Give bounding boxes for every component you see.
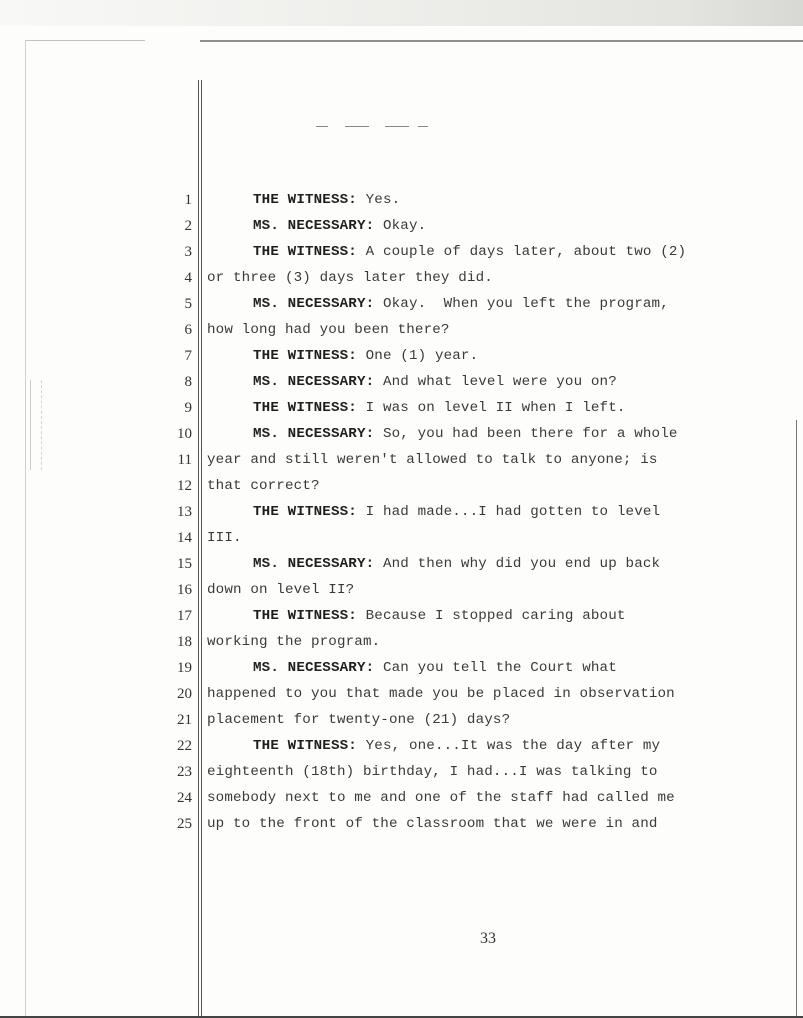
line-number: 22 — [177, 738, 192, 754]
transcript-line — [0, 759, 803, 785]
spoken-text: happened to you that made you be placed in observation — [207, 686, 675, 702]
spoken-text: working the program. — [207, 634, 381, 650]
header-rule-left — [25, 40, 145, 41]
line-text — [207, 291, 779, 317]
speaker-label: MS. NECESSARY: — [253, 660, 375, 676]
transcript-line — [0, 265, 803, 291]
transcript-line — [0, 473, 803, 499]
line-text — [207, 525, 779, 551]
spoken-text: Okay. When you left the program, — [374, 296, 669, 312]
spoken-text: A couple of days later, about two (2) — [356, 244, 687, 260]
transcript-line — [0, 655, 803, 681]
spoken-text: Yes, one...It was the day after my — [356, 738, 661, 754]
line-number: 14 — [177, 530, 192, 546]
line-number: 15 — [177, 556, 192, 572]
scan-mark — [316, 126, 328, 127]
spoken-text: So, you had been there for a whole — [374, 426, 678, 442]
line-text — [207, 603, 779, 629]
transcript-line — [0, 213, 803, 239]
line-text — [207, 187, 779, 213]
spoken-text: how long had you been there? — [207, 322, 450, 338]
spoken-text: placement for twenty-one (21) days? — [207, 712, 511, 728]
header-rule — [200, 40, 803, 42]
transcript-line — [0, 811, 803, 837]
transcript-line — [0, 785, 803, 811]
transcript-line — [0, 499, 803, 525]
line-number: 19 — [177, 660, 192, 676]
spoken-text: up to the front of the classroom that we were in and — [207, 816, 658, 832]
scan-mark — [418, 126, 428, 127]
line-number: 8 — [184, 374, 192, 390]
page-number: 33 — [480, 930, 496, 947]
spoken-text: Can you tell the Court what — [374, 660, 617, 676]
speaker-label: MS. NECESSARY: — [253, 374, 375, 390]
line-number: 13 — [177, 504, 192, 520]
line-text — [207, 499, 779, 525]
scan-artifact-top — [0, 0, 803, 26]
line-number: 24 — [177, 790, 192, 806]
spoken-text: I had made...I had gotten to level — [356, 504, 661, 520]
line-text — [207, 785, 779, 811]
speaker-label: THE WITNESS: — [253, 192, 357, 208]
line-text — [207, 317, 779, 343]
speaker-label: THE WITNESS: — [253, 738, 357, 754]
spoken-text: down on level II? — [207, 582, 355, 598]
speaker-label: THE WITNESS: — [253, 348, 357, 364]
line-text — [207, 759, 779, 785]
line-number: 17 — [177, 608, 192, 624]
line-text — [207, 343, 779, 369]
transcript-line — [0, 629, 803, 655]
line-number: 10 — [177, 426, 192, 442]
line-number: 20 — [177, 686, 192, 702]
line-number: 23 — [177, 764, 192, 780]
spoken-text: eighteenth (18th) birthday, I had...I was talking to — [207, 764, 658, 780]
line-number: 12 — [177, 478, 192, 494]
spoken-text: Yes. — [356, 192, 401, 208]
spoken-text: or three (3) days later they did. — [207, 270, 493, 286]
spoken-text: Because I stopped caring about — [356, 608, 626, 624]
line-text — [207, 369, 779, 395]
line-text — [207, 733, 779, 759]
line-number: 25 — [177, 816, 192, 832]
speaker-label: MS. NECESSARY: — [253, 296, 375, 312]
line-number: 21 — [177, 712, 192, 728]
speaker-label: THE WITNESS: — [253, 608, 357, 624]
transcript-line — [0, 707, 803, 733]
transcript-line — [0, 239, 803, 265]
line-text — [207, 551, 779, 577]
transcript-line — [0, 525, 803, 551]
spoken-text: And then why did you end up back — [374, 556, 661, 572]
transcript-line — [0, 577, 803, 603]
line-number: 6 — [184, 322, 192, 338]
transcript-line — [0, 681, 803, 707]
line-text — [207, 655, 779, 681]
spoken-text: One (1) year. — [356, 348, 479, 364]
line-text — [207, 473, 779, 499]
line-text — [207, 265, 779, 291]
transcript-line — [0, 421, 803, 447]
line-text — [207, 681, 779, 707]
line-text — [207, 577, 779, 603]
line-number: 11 — [177, 452, 192, 468]
transcript-line — [0, 187, 803, 213]
line-number: 9 — [184, 400, 192, 416]
line-text — [207, 707, 779, 733]
line-text — [207, 239, 779, 265]
spoken-text: year and still weren't allowed to talk to anyone; is — [207, 452, 658, 468]
spoken-text: Okay. — [374, 218, 427, 234]
transcript-line — [0, 369, 803, 395]
line-number: 1 — [184, 192, 192, 208]
line-number: 2 — [184, 218, 192, 234]
line-number: 5 — [184, 296, 192, 312]
line-text — [207, 213, 779, 239]
line-text — [207, 629, 779, 655]
speaker-label: THE WITNESS: — [253, 244, 357, 260]
scan-mark — [345, 126, 369, 127]
line-number: 4 — [184, 270, 192, 286]
transcript-line — [0, 603, 803, 629]
speaker-label: MS. NECESSARY: — [253, 556, 375, 572]
scan-mark — [385, 126, 409, 127]
line-text — [207, 421, 779, 447]
line-text — [207, 811, 779, 837]
transcript-line — [0, 343, 803, 369]
line-text — [207, 447, 779, 473]
spoken-text: I was on level II when I left. — [356, 400, 626, 416]
transcript-line — [0, 291, 803, 317]
line-number: 3 — [184, 244, 192, 260]
line-text — [207, 395, 779, 421]
spoken-text: III. — [207, 530, 242, 546]
spoken-text: somebody next to me and one of the staff had called me — [207, 790, 675, 806]
speaker-label: MS. NECESSARY: — [253, 426, 375, 442]
speaker-label: THE WITNESS: — [253, 400, 357, 416]
speaker-label: THE WITNESS: — [253, 504, 357, 520]
line-number: 18 — [177, 634, 192, 650]
transcript-line — [0, 395, 803, 421]
line-number: 16 — [177, 582, 192, 598]
spoken-text: that correct? — [207, 478, 320, 494]
transcript-line — [0, 551, 803, 577]
transcript-line — [0, 733, 803, 759]
line-number: 7 — [184, 348, 192, 364]
spoken-text: And what level were you on? — [374, 374, 617, 390]
transcript-line — [0, 317, 803, 343]
transcript-line — [0, 447, 803, 473]
speaker-label: MS. NECESSARY: — [253, 218, 375, 234]
